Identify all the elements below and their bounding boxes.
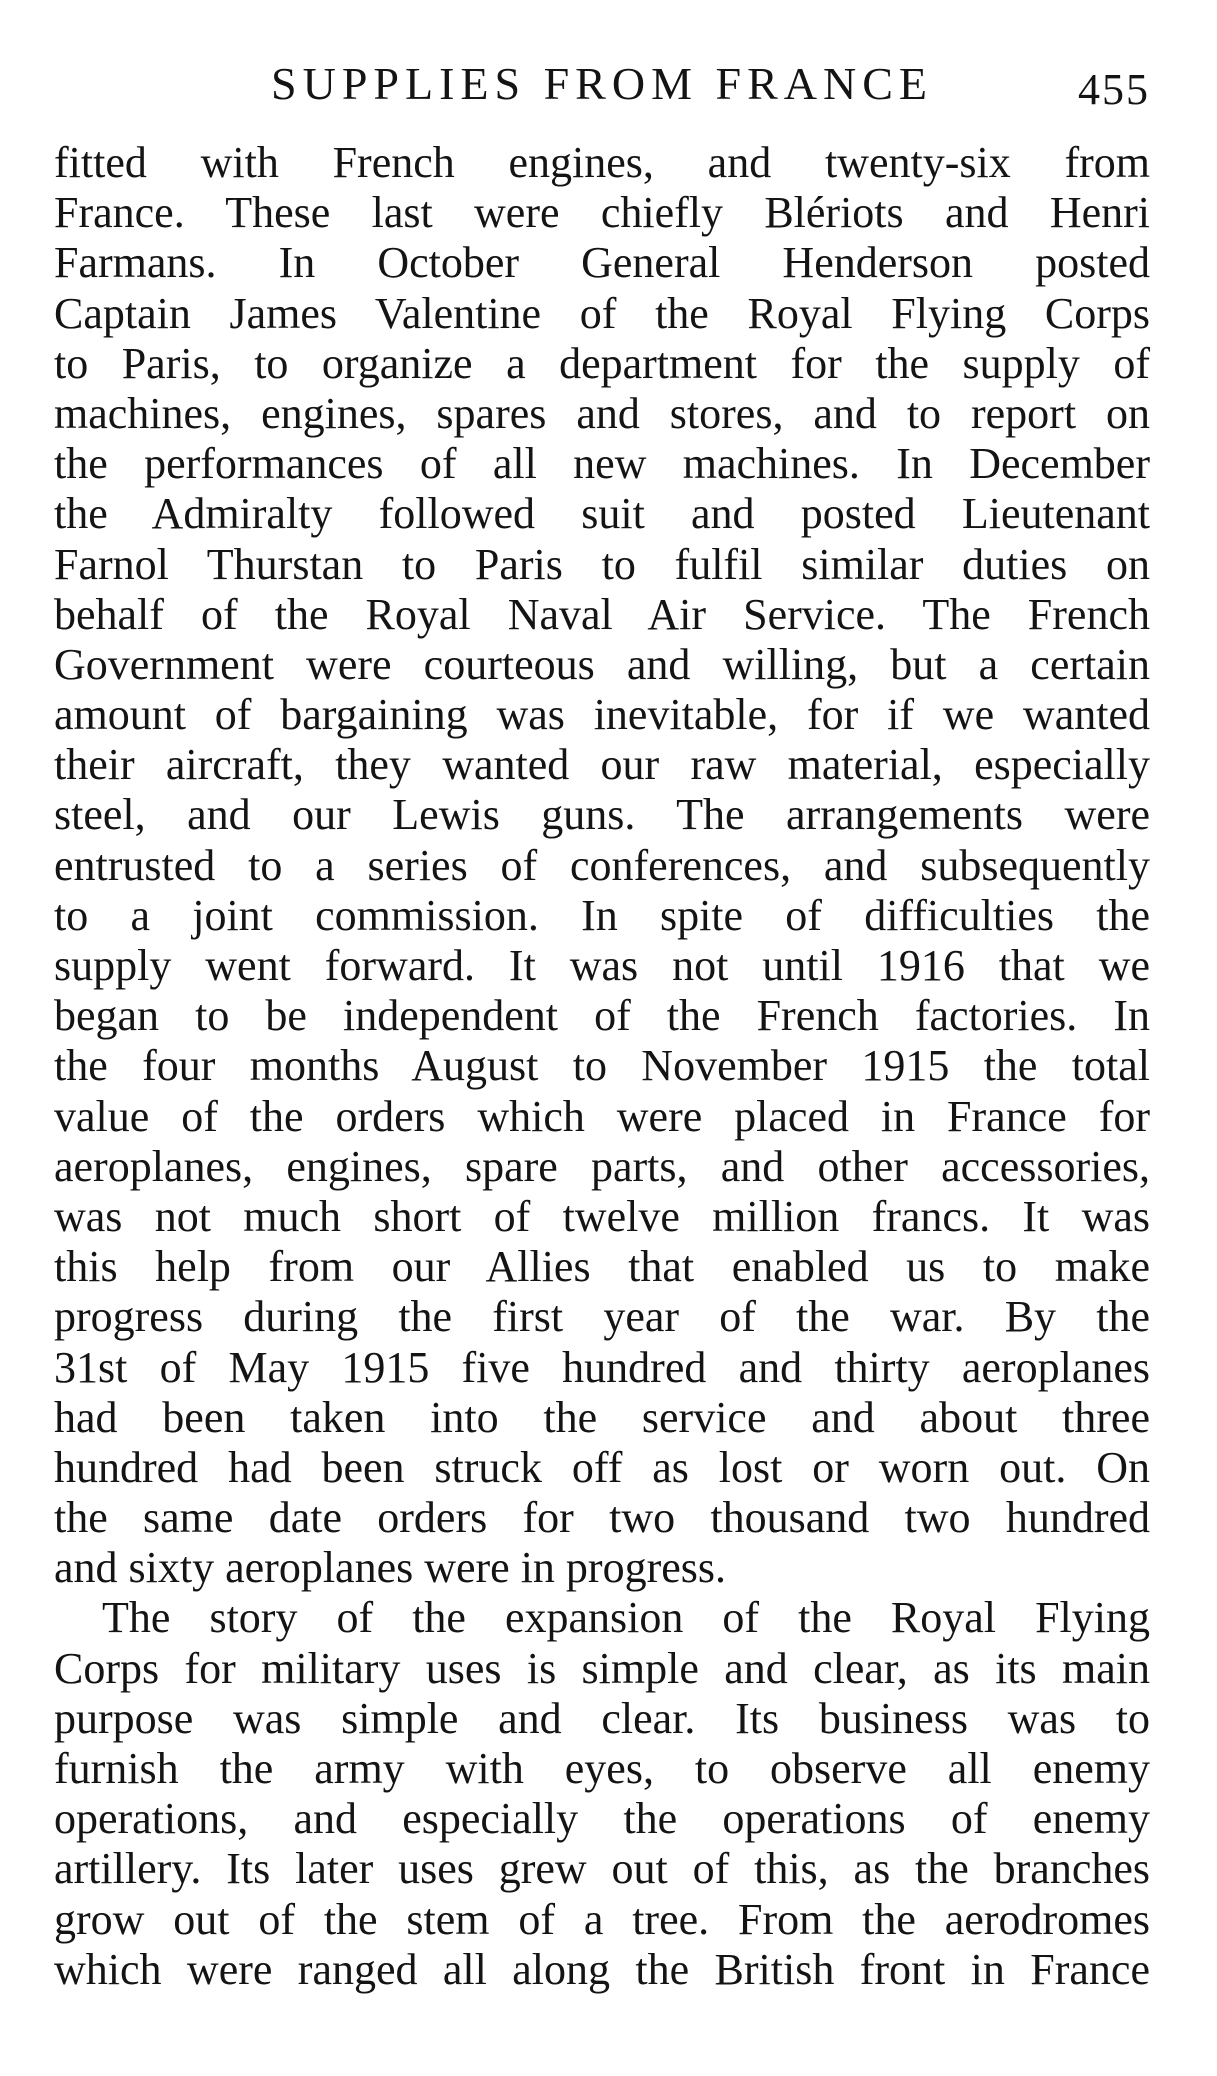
running-head (54, 52, 1150, 116)
text-line: furnish the army with eyes, to observe all enemy (54, 1744, 1150, 1793)
text-line: and sixty aeroplanes were in progress. (54, 1543, 727, 1593)
running-title: SUPPLIES FROM FRANCE (271, 58, 933, 109)
text-line: to a joint commission. In spite of difficulties the (54, 890, 1150, 940)
text-line: artillery. Its later uses grew out of this, as the branches (54, 1844, 1150, 1894)
text-line: value of the orders which were placed in France for (54, 1091, 1150, 1141)
page-number: 455 (1078, 65, 1150, 114)
text-line: Corps for military uses is simple and clear, as its main (54, 1643, 1150, 1693)
text-line: machines, engines, spares and stores, and to report on (54, 388, 1150, 438)
paragraph-2 (54, 1593, 1150, 1995)
text-line: Farmans. In October General Henderson posted (54, 238, 1150, 288)
text-line: The story of the expansion of the Royal Flying (102, 1593, 1150, 1643)
text-line: this help from our Allies that enabled us to make (54, 1242, 1150, 1292)
text-line: the same date orders for two thousand two hundred (54, 1493, 1150, 1543)
body-text (54, 138, 1150, 1995)
text-line: Captain James Valentine of the Royal Flying Corps (54, 288, 1150, 338)
text-line: purpose was simple and clear. Its business was to (54, 1693, 1150, 1743)
text-line: fitted with French engines, and twenty-six from (54, 138, 1150, 187)
text-line: to Paris, to organize a department for the supply of (54, 338, 1150, 388)
text-line: their aircraft, they wanted our raw material, especially (54, 740, 1150, 790)
text-line: Farnol Thurstan to Paris to fulfil similar duties on (54, 539, 1150, 589)
text-line: amount of bargaining was inevitable, for if we wanted (54, 690, 1150, 740)
text-line: France. These last were chiefly Blériots and Henri (54, 188, 1150, 238)
text-line: the four months August to November 1915 the total (54, 1041, 1150, 1091)
text-line: 31st of May 1915 five hundred and thirty aeroplanes (54, 1342, 1150, 1392)
text-line: behalf of the Royal Naval Air Service. The French (54, 589, 1150, 639)
text-line: supply went forward. It was not until 1916 that we (54, 941, 1150, 990)
text-line: had been taken into the service and about three (54, 1392, 1150, 1442)
text-line: aeroplanes, engines, spare parts, and other accessories, (54, 1141, 1150, 1191)
text-line: the performances of all new machines. In December (54, 439, 1150, 489)
text-line: Government were courteous and willing, but a certain (54, 639, 1150, 689)
paragraph-1 (54, 138, 1150, 1593)
text-line: progress during the first year of the war. By the (54, 1292, 1150, 1342)
text-line: which were ranged all along the British front in France (54, 1944, 1150, 1994)
text-line: hundred had been struck off as lost or worn out. On (54, 1442, 1150, 1492)
text-line: began to be independent of the French factories. In (54, 991, 1150, 1041)
text-line: entrusted to a series of conferences, and subsequently (54, 840, 1150, 890)
text-line: grow out of the stem of a tree. From the aerodromes (54, 1894, 1150, 1944)
text-line: was not much short of twelve million francs. It was (54, 1191, 1150, 1241)
text-line: the Admiralty followed suit and posted Lieutenant (54, 489, 1150, 539)
text-line: operations, and especially the operations of enemy (54, 1794, 1150, 1844)
text-line: steel, and our Lewis guns. The arrangements were (54, 790, 1150, 840)
